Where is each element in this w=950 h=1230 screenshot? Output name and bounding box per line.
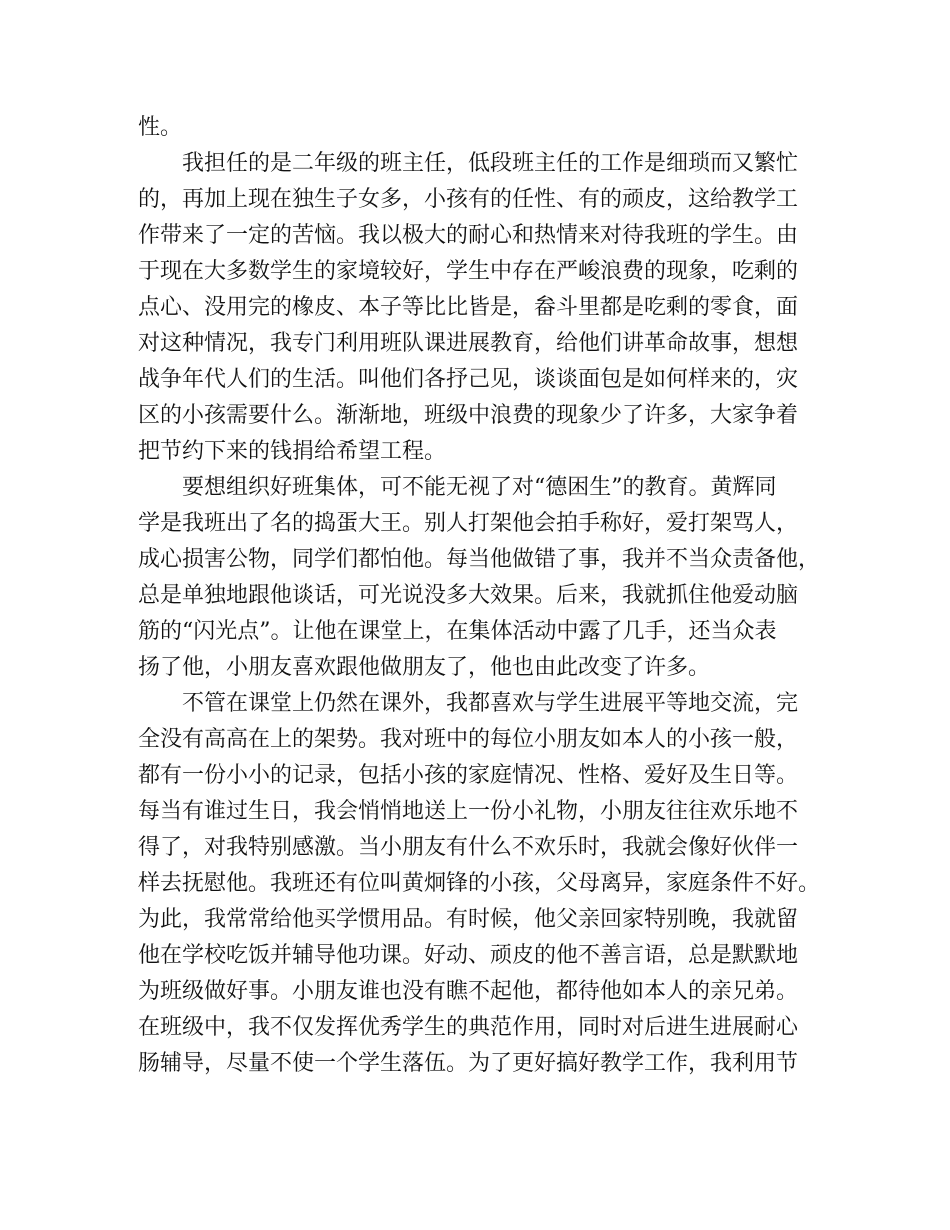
text-line: 作带来了一定的苦恼。我以极大的耐心和热情来对待我班的学生。由 [138, 223, 799, 248]
text-line: 成心损害公物，同学们都怕他。每当他做错了事，我并不当众责备他， [138, 547, 821, 572]
text-line: 把节约下来的钱捐给希望工程。 [138, 439, 447, 464]
text-line: 不管在课堂上仍然在课外，我都喜欢与学生进展平等地交流，完 [138, 691, 799, 716]
text-line: 对这种情况，我专门利用班队课进展教育，给他们讲革命故事，想想 [138, 331, 799, 356]
text-line: 得了，对我特别感激。当小朋友有什么不欢乐时，我就会像好伙伴一 [138, 835, 799, 860]
text-line: 为此，我常常给他买学惯用品。有时候，他父亲回家特别晚，我就留 [138, 907, 799, 932]
text-line: 筋的“闪光点”。让他在课堂上，在集体活动中露了几手，还当众表 [138, 619, 777, 644]
text-line: 总是单独地跟他谈话，可光说没多大效果。后来，我就抓住他爱动脑 [138, 583, 799, 608]
text-line: 全没有高高在上的架势。我对班中的每位小朋友如本人的小孩一般， [138, 727, 799, 752]
text-line: 在班级中，我不仅发挥优秀学生的典范作用，同时对后进生进展耐心 [138, 1015, 799, 1040]
text-line: 点心、没用完的橡皮、本子等比比皆是，畚斗里都是吃剩的零食，面 [138, 295, 799, 320]
text-line: 为班级做好事。小朋友谁也没有瞧不起他，都待他如本人的亲兄弟。 [138, 979, 799, 1004]
text-line: 我担任的是二年级的班主任，低段班主任的工作是细琐而又繁忙 [138, 151, 799, 176]
text-line: 都有一份小小的记录，包括小孩的家庭情况、性格、爱好及生日等。 [138, 763, 799, 788]
text-line: 战争年代人们的生活。叫他们各抒己见，谈谈面包是如何样来的，灾 [138, 367, 799, 392]
text-line: 于现在大多数学生的家境较好，学生中存在严峻浪费的现象，吃剩的 [138, 259, 799, 284]
text-line: 学是我班出了名的捣蛋大王。别人打架他会拍手称好，爱打架骂人， [138, 511, 799, 536]
text-line: 的，再加上现在独生子女多，小孩有的任性、有的顽皮，这给教学工 [138, 187, 799, 212]
text-line: 每当有谁过生日，我会悄悄地送上一份小礼物，小朋友往往欢乐地不 [138, 799, 799, 824]
text-line: 扬了他，小朋友喜欢跟他做朋友了，他也由此改变了许多。 [138, 655, 711, 680]
text-line: 样去抚慰他。我班还有位叫黄炯锋的小孩，父母离异，家庭条件不好。 [138, 871, 821, 896]
text-line: 区的小孩需要什么。渐渐地，班级中浪费的现象少了许多，大家争着 [138, 403, 799, 428]
text-line: 性。 [138, 115, 183, 140]
text-line: 肠辅导，尽量不使一个学生落伍。为了更好搞好教学工作，我利用节 [138, 1051, 799, 1076]
text-line: 他在学校吃饭并辅导他功课。好动、顽皮的他不善言语，总是默默地 [138, 943, 799, 968]
text-line: 要想组织好班集体，可不能无视了对“德困生”的教育。黄辉同 [138, 475, 777, 500]
